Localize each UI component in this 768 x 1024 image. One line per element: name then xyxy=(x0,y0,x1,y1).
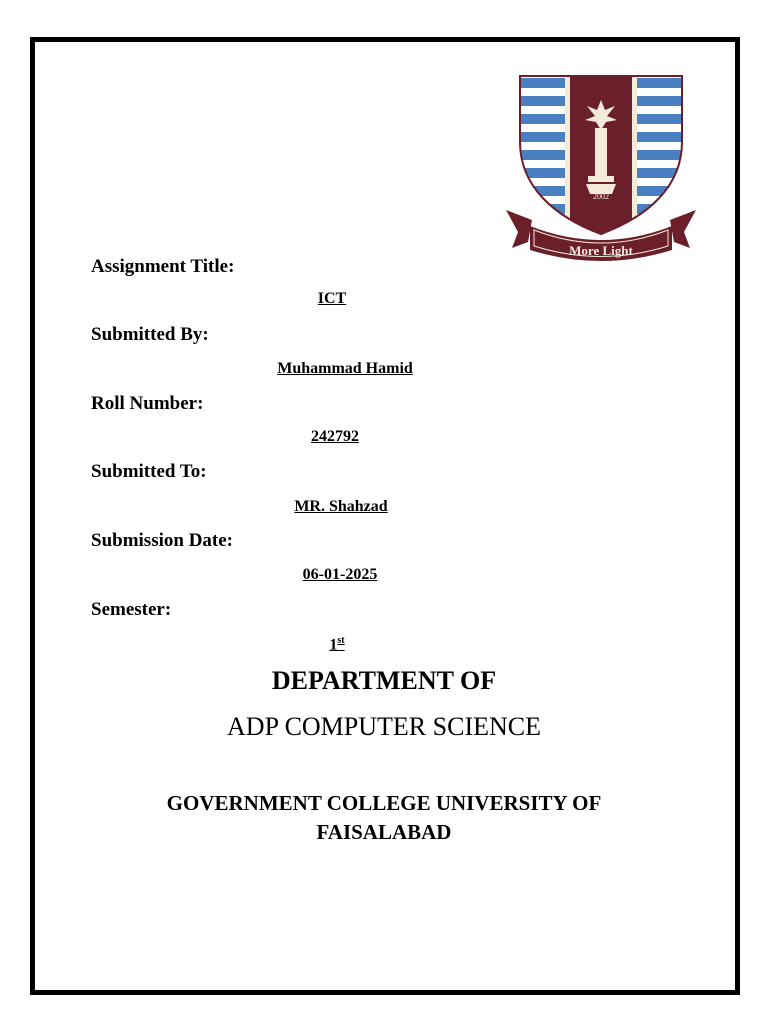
submitted-to-label: Submitted To: xyxy=(91,461,207,482)
assignment-title-label: Assignment Title: xyxy=(91,256,235,277)
submission-date-label: Submission Date: xyxy=(91,530,233,551)
roll-number-value: 242792 xyxy=(311,428,359,445)
crest-year: 2002 xyxy=(593,192,609,201)
semester-label: Semester: xyxy=(91,599,172,620)
assignment-title-value: ICT xyxy=(317,290,347,307)
semester-value xyxy=(329,636,344,653)
department-name: ADP COMPUTER SCIENCE xyxy=(227,712,541,741)
semester-suffix: st xyxy=(337,635,345,646)
submitted-by-value: Muhammad Hamid xyxy=(277,360,413,377)
semester-number: 1 xyxy=(329,636,338,654)
submission-date-value: 06-01-2025 xyxy=(302,566,378,583)
department-heading: DEPARTMENT OF xyxy=(271,666,497,695)
university-name: GOVERNMENT COLLEGE UNIVERSITY OF FAISALABAD xyxy=(166,791,602,844)
crest-motto: More Light xyxy=(569,243,633,258)
university-crest-logo xyxy=(502,72,700,268)
roll-number-label: Roll Number: xyxy=(91,393,204,414)
submitted-by-label: Submitted By: xyxy=(91,324,209,345)
submitted-to-value: MR. Shahzad xyxy=(294,498,388,515)
